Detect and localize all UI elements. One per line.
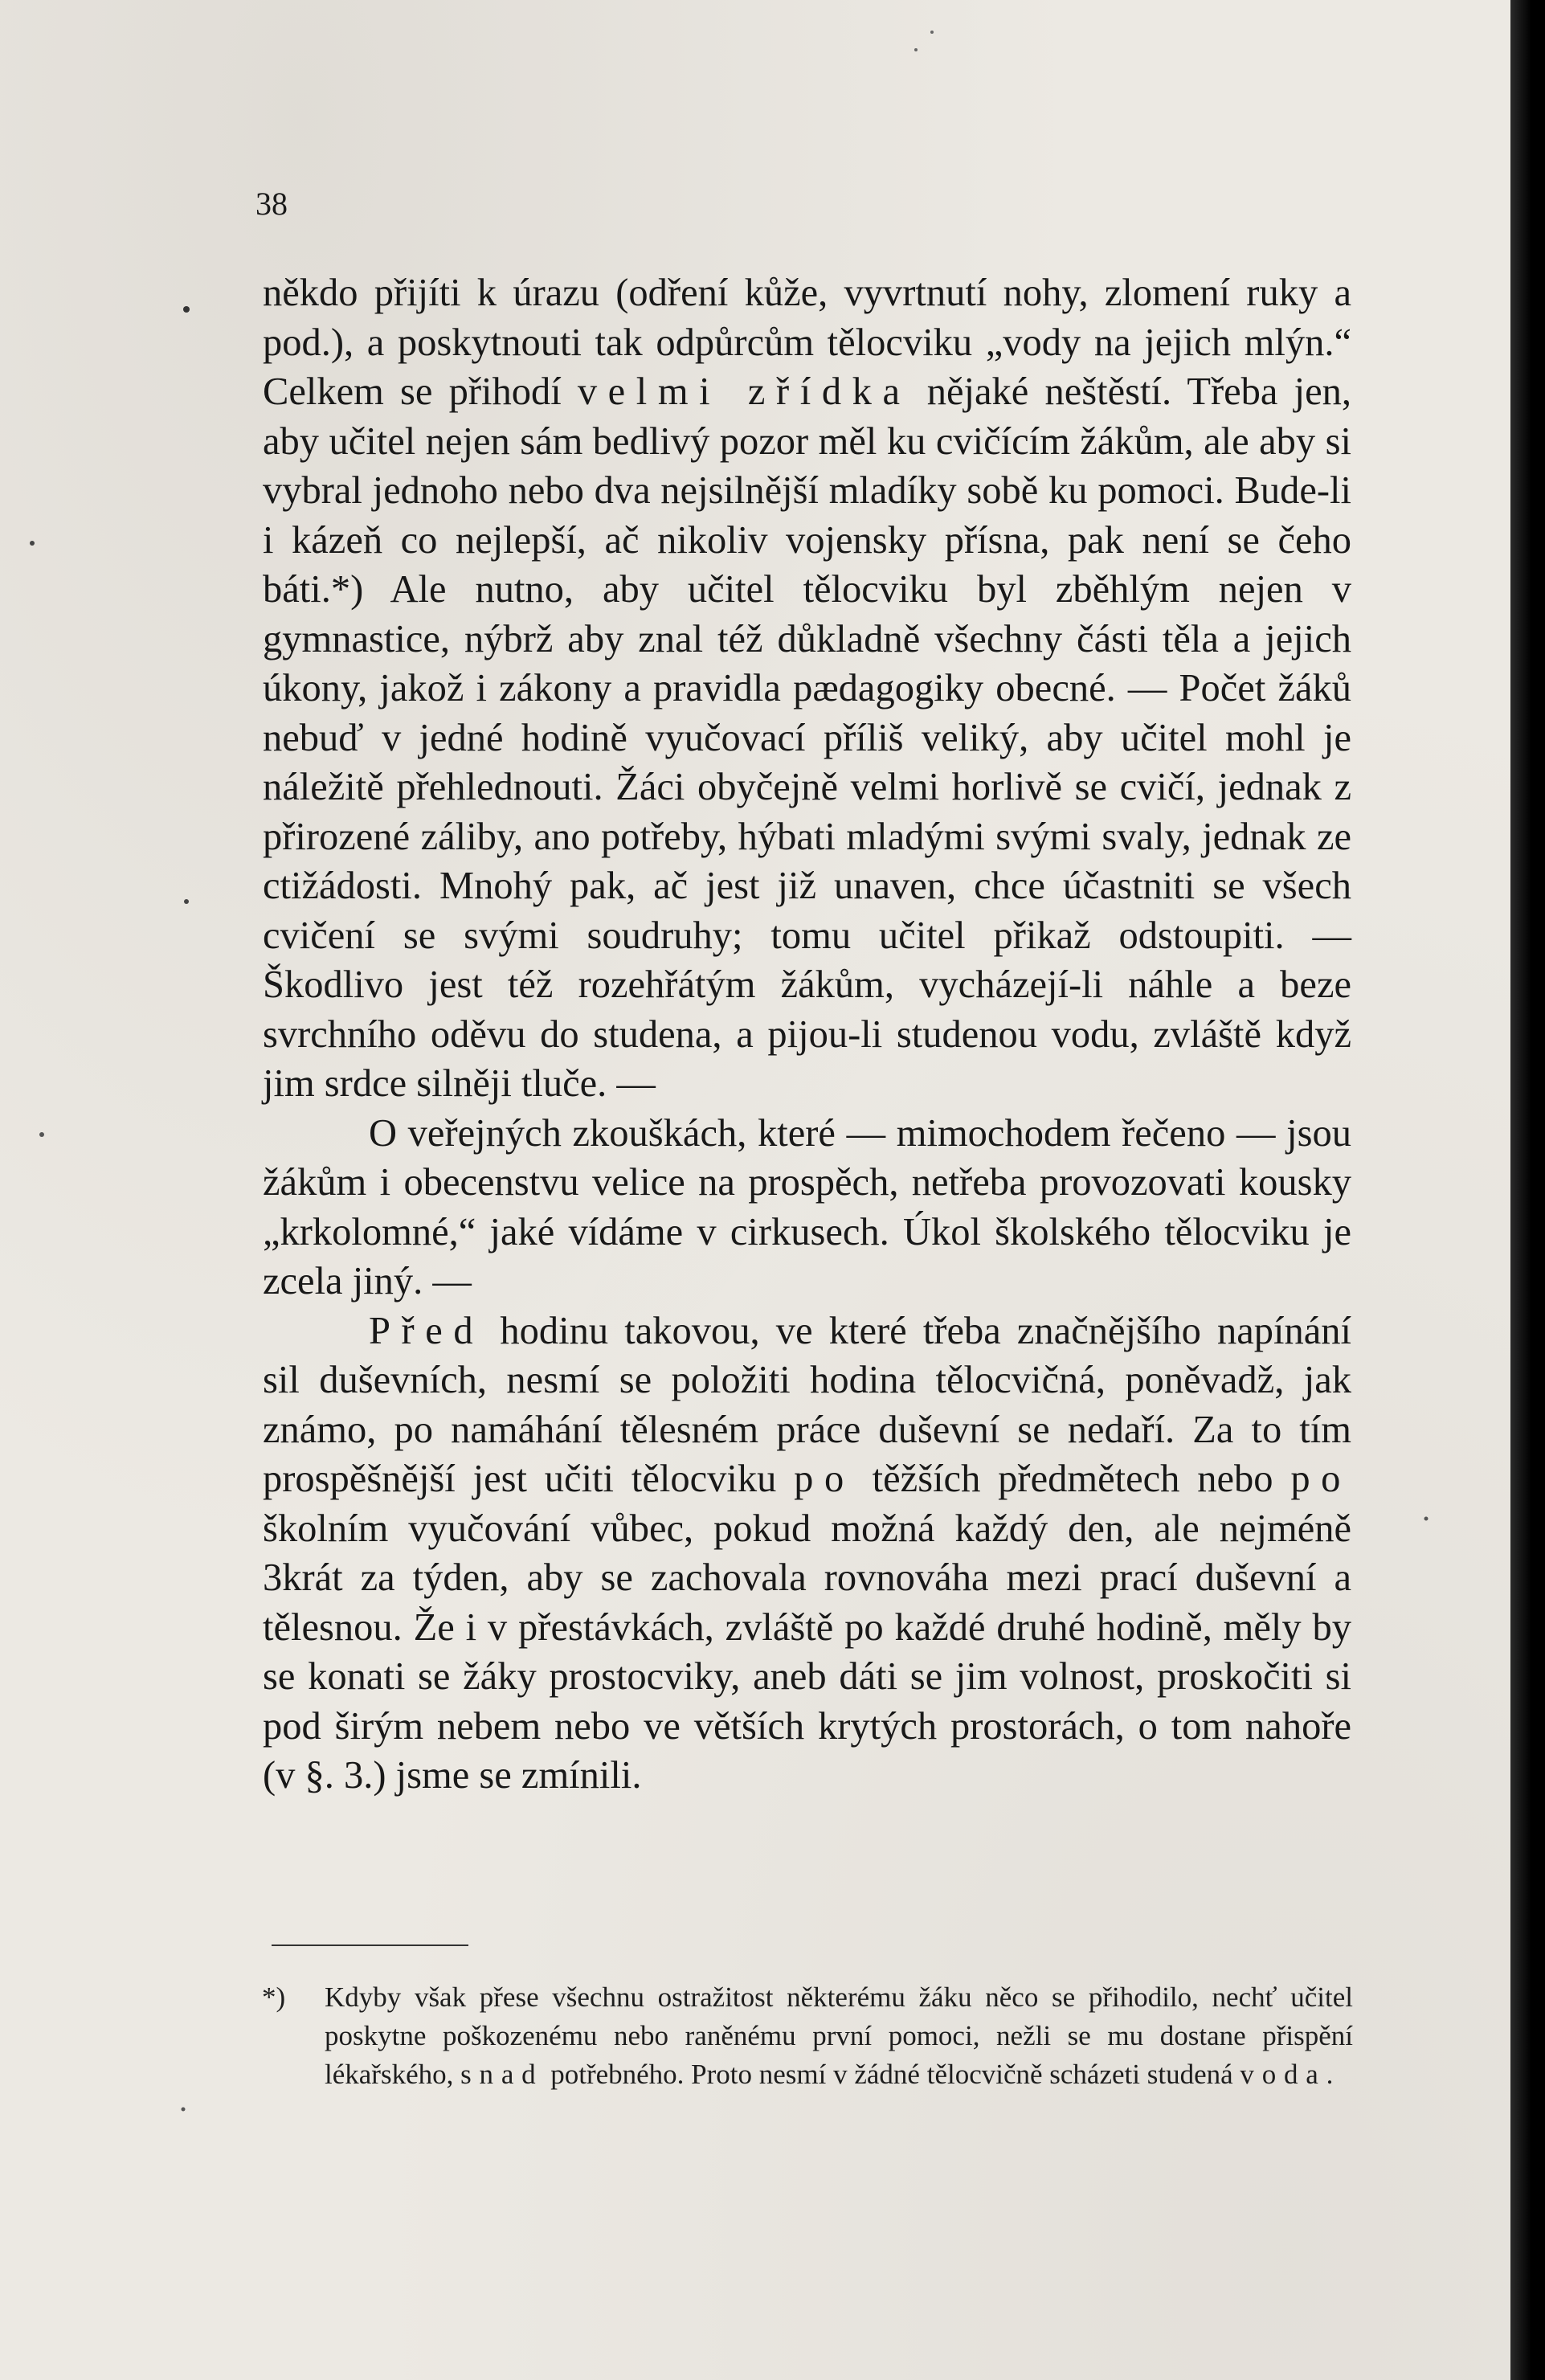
speck [930, 31, 934, 34]
footnote [262, 1978, 1353, 2094]
paragraph-3-text-c: školním vyučování vůbec, pokud možná každý den, ale nejméně 3krát za týden, aby se zachovala rovnováha mezi prací duševní a tělesnou. Že i v přestávkách, zvláště po každé druhé hodině, měly by se konati se žáky prostocviky, aneb dáti se jim volnost, proskočiti si pod širým nebem nebo ve větších krytých prostorách, o tom nahoře (v §. 3.) jsme se zmínili. [263, 1507, 1351, 1797]
footnote-emphasis-1: snad [460, 2059, 544, 2090]
paragraph-1-emphasis: velmi zřídka [577, 370, 911, 413]
speck [182, 2108, 186, 2112]
paragraph-3-text-b: těžších předmětech nebo [854, 1458, 1291, 1500]
main-text [263, 268, 1351, 1801]
paragraph-1-text-b: nějaké neštěstí. Třeba jen, aby učitel nejen sám bedlivý pozor měl ku cvičícím žákům, ale aby si vybral jednoho nebo dva nejsilnější mladíky sobě ku pomoci. Bude-li i kázeň co nejlepší, ač nikoliv vojensky přísna, pak není se čeho báti.*) Ale nutno, aby učitel tělocviku byl zběhlým nejen v gymnastice, nýbrž aby znal též důkladně všechny části těla a jejich úkony, jakož i zákony a pravidla pædagogiky obecné. — Počet žáků nebuď v jedné hodině vyučovací příliš veliký, aby učitel mohl je náležitě přehlednouti. Žáci obyčejně velmi horlivě se cvičí, jednak z přirozené záliby, ano potřeby, hýbati mladými svými svaly, jednak ze ctižádosti. Mnohý pak, ač jest již unaven, chce účastniti se všech cvičení se svými soudruhy; tomu učitel přikaž odstoupiti. — Škodlivo jest též rozehřátým žákům, vycházejí-li náhle a beze svrchního oděvu do studena, a pijou-li studenou vodu, zvláště když jim srdce silněji tluče. — [263, 370, 1351, 1105]
page-number: 38 [255, 186, 288, 222]
speck [183, 306, 190, 313]
paragraph-1-text-a: někdo přijíti k úrazu (odření kůže, vyvrtnutí nohy, zlomení ruky a pod.), a poskytnouti tak odpůrcům tělocviku „vody na jejich mlýn.“ Celkem se přihodí [263, 272, 1351, 413]
footnote-text-c: . [1326, 2059, 1334, 2090]
footnote-text-a: Kdyby však přese všechnu ostražitost některému žáku něco se přihodilo, nechť učitel poskytne poškozenému nebo raněnému první pomoci, nežli se mu dostane přispění lékařského, [325, 1981, 1353, 2090]
footnote-divider [272, 1944, 468, 1946]
speck [914, 48, 918, 51]
speck [184, 899, 189, 904]
footnote-emphasis-2: voda [1240, 2059, 1326, 2090]
speck [39, 1132, 44, 1137]
scan-border [1510, 0, 1545, 2380]
footnote-text-b: potřebného. Proto nesmí v žádné tělocvičně scházeti studená [543, 2059, 1240, 2090]
paragraph-2: O veřejných zkouškách, které — mimochodem řečeno — jsou žákům i obecenstvu velice na prospěch, netřeba provozovati kousky „krkolomné,“ jaké vídáme v cirkusech. Úkol školského tělocviku je zcela jiný. — [263, 1111, 1351, 1302]
speck [1424, 1517, 1429, 1521]
paragraph-3-emphasis-1: Před [369, 1309, 484, 1352]
paragraph-3-text-a: hodinu takovou, ve které třeba značnějšího napínání sil duševních, nesmí se položiti hodina tělocvičná, poněvadž, jak známo, po namáhání tělesném práce duševní se nedaří. Za to tím prospěšnější jest učiti tělocviku [263, 1309, 1351, 1500]
footnote-mark: *) [262, 1981, 286, 2013]
paragraph-1 [263, 268, 1351, 1109]
speck [30, 541, 35, 546]
paragraph-3-emphasis-3: po [1290, 1458, 1352, 1500]
paragraph-3 [263, 1307, 1351, 1801]
paragraph-3-emphasis-2: po [794, 1458, 855, 1500]
